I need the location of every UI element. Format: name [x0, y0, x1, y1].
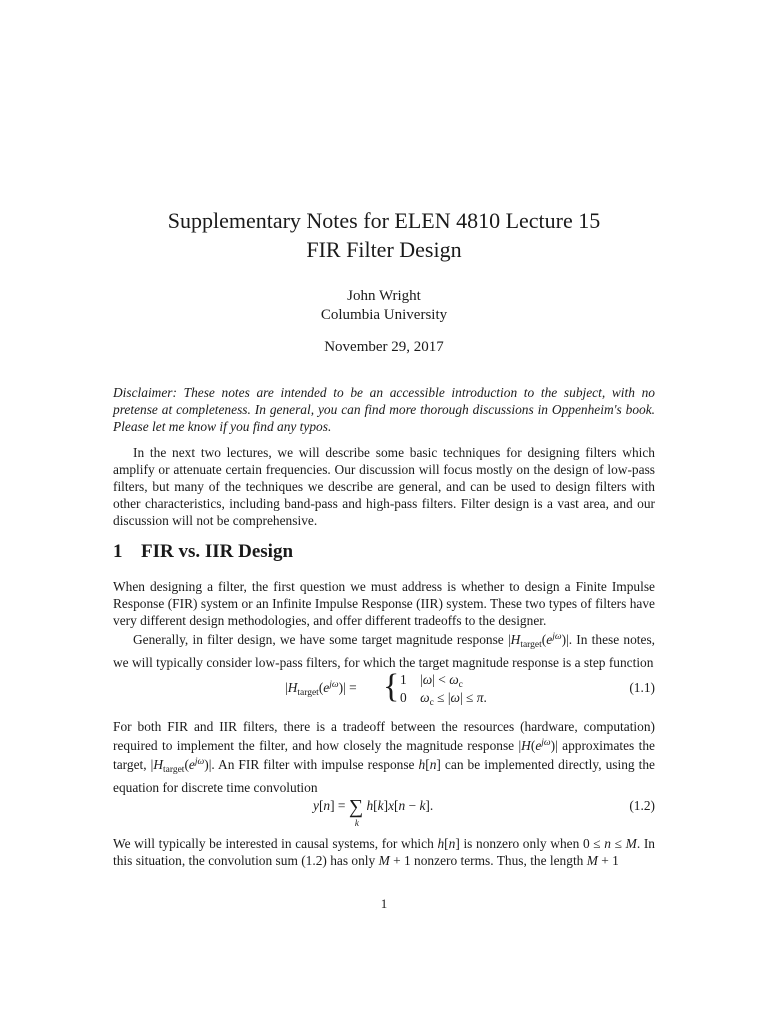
math-inline: M + 1: [586, 853, 619, 868]
title-line-2: FIR Filter Design: [306, 237, 462, 262]
paragraph-text: approximates the target,: [113, 738, 655, 772]
intro-paragraph: In the next two lectures, we will describe some basic techniques for designing filters which amplify or attenuate certain frequencies. Our discussion will focus mostly on the design of low-pass filters, but many of the techniques we describe are general, and can be used to design filters with other characteristics, including band-pass and high-pass filters. Filter design is a vast area, and our discussion will not be comprehensive.: [113, 445, 655, 528]
section-title: FIR vs. IIR Design: [141, 541, 294, 562]
math-inline: h: [437, 836, 445, 851]
paragraph-text: nonzero terms. Thus, the length: [410, 853, 587, 868]
math-inline: $|H_{target}(e^{j\omega})|$: [507, 632, 569, 650]
section-paragraph-4: We will typically be interested in causal systems, for which h[n] is nonzero only when 0 ≤ n ≤ M. In this situation, the convolution sum (1.2) has only M + 1 nonzero terms. Thus, the length M + 1: [113, 836, 655, 868]
equation-case-1: 1 $|\omega| < \omega_c$: [400, 672, 463, 690]
author-name: John Wright: [347, 288, 421, 304]
paragraph-text: . In this situation, the convolution sum (1.2) has only: [113, 836, 655, 868]
paragraph-text: is nonzero only when: [459, 836, 583, 851]
disclaimer-paragraph: Disclaimer: These notes are intended to be an accessible introduction to the subject, with no pretense at completeness. In general, you can find more thorough discussions in Oppenheim's book. Please let me know if you find any typos.: [113, 385, 655, 434]
page-number: 1: [380, 896, 388, 911]
section-heading: [113, 541, 293, 563]
equation-case-2: 0 $\omega_c \le |\omega| \le \pi$.: [400, 690, 487, 708]
equation-lhs: $|H_{target}(e^{j\omega})|$ =: [285, 680, 357, 698]
math-inline: h: [418, 757, 426, 772]
math-inline: $|H_{target}(e^{j\omega})|$: [150, 757, 212, 775]
equation-label: (1.1): [629, 680, 655, 695]
section-paragraph-2: [113, 629, 655, 671]
equation-label: (1.2): [629, 798, 655, 813]
paragraph-text: We will typically be interested in causal systems, for which: [113, 836, 438, 851]
document-date: November 29, 2017: [324, 339, 444, 355]
paragraph-text: . An FIR filter with impulse response: [211, 757, 419, 772]
section-paragraph-1: When designing a filter, the first question we must address is whether to design a Finite Impulse Response (FIR) system or an Infinite Impulse Response (IIR) system. These two types of filters have very different design methodologies, and offer different tradeoffs to the designer.: [113, 579, 655, 628]
equation-convolution: y[n] = ∑ k h[k]x[n − k].: [313, 796, 434, 828]
paragraph-text: can be implemented directly, using the equation for discrete time convolution: [113, 757, 655, 795]
author-affiliation: Columbia University: [320, 307, 448, 323]
equation-brace: {: [383, 668, 400, 705]
paragraph-text: Generally, in filter design, we have some target magnitude response: [133, 632, 508, 647]
section-number: 1: [113, 541, 123, 562]
equation-1: [113, 670, 655, 710]
section-paragraph-3: For both FIR and IIR filters, there is a tradeoff between the resources (hardware, computation) required to implement the filter, and how closely the magnitude response $|H(e^{j\omega})|$ approximates the target, $|H_{target}(e^{j\omega})|$. An FIR filter with impulse response h[n] can be implemented directly, using the equation for discrete time convolution: [113, 719, 655, 795]
math-inline: M + 1: [378, 853, 411, 868]
math-inline: $|H(e^{j\omega})|$: [518, 738, 558, 753]
paragraph-text: . In these notes, we will typically consider low-pass filters, for which the target magnitude response is a step function: [113, 632, 655, 670]
paragraph-text: For both FIR and IIR filters, there is a tradeoff between the resources (hardware, computation) required to implement the filter, and how closely the magnitude response: [113, 719, 655, 753]
math-inline: 0 ≤ n ≤ M: [582, 836, 637, 851]
title-line-1: Supplementary Notes for ELEN 4810 Lecture 15: [167, 208, 601, 233]
equation-2: [113, 790, 655, 828]
